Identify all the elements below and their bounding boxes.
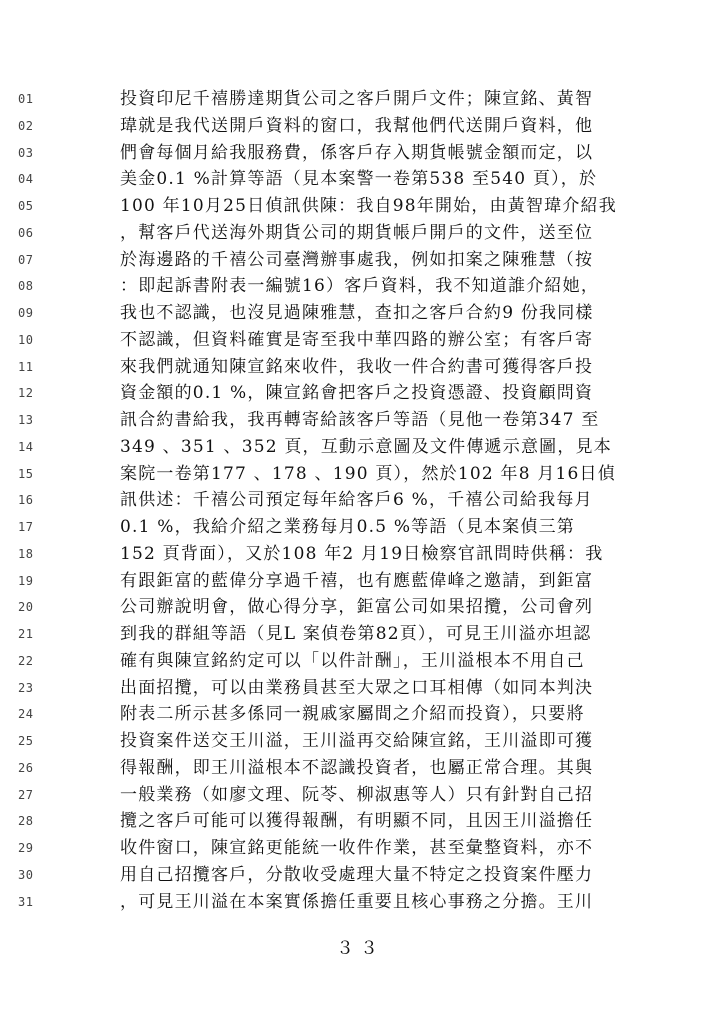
line-text: 152 頁背面），又於108 年2 月19日檢察官訊問時供稱：我 (120, 543, 604, 564)
line-text: 收件窗口，陳宣銘更能統一收件作業，甚至彙整資料，亦不 (120, 838, 594, 858)
line-number: 30 (18, 867, 34, 882)
document-line (0, 407, 720, 434)
line-number: 06 (18, 225, 34, 240)
line-text: 投資印尼千禧勝達期貨公司之客戶開戶文件；陳宣銘、黃智 (120, 89, 594, 109)
document-line (0, 380, 720, 407)
document-line (0, 434, 720, 461)
line-number: 02 (18, 118, 34, 133)
line-text: 們會每個月給我服務費，係客戶存入期貨帳號金額而定，以 (120, 142, 594, 163)
line-number: 19 (18, 573, 34, 588)
line-number: 25 (18, 734, 34, 748)
line-text: 到我的群組等語（見L 案偵卷第82頁），可見王川溢亦坦認 (120, 624, 592, 644)
document-line (0, 193, 720, 220)
line-number: 03 (18, 145, 34, 160)
line-text: 349 、351 、352 頁，互動示意圖及文件傳遞示意圖，見本 (120, 436, 612, 457)
line-text: 訊供述：千禧公司預定每年給客戶6 %，千禧公司給我每月 (120, 490, 593, 511)
line-text: 來我們就通知陳宣銘來收件，我收一件合約書可獲得客戶投 (120, 356, 594, 377)
line-text: 一般業務（如廖文理、阮苓、柳淑惠等人）只有針對自己招 (120, 784, 594, 805)
line-number: 05 (18, 199, 34, 213)
document-line (0, 140, 720, 167)
line-number: 20 (18, 600, 34, 615)
document-line (0, 862, 720, 889)
document-line (0, 835, 720, 862)
line-number: 28 (18, 814, 34, 829)
document-line (0, 327, 720, 354)
line-number: 04 (18, 172, 34, 187)
line-number: 18 (18, 546, 34, 561)
line-text: 瑋就是我代送開戶資料的窗口，我幫他們代送開戶資料，他 (120, 115, 594, 136)
document-line (0, 701, 720, 728)
document-line (0, 889, 720, 916)
line-text: 公司辦說明會，做心得分享，鉅富公司如果招攬，公司會列 (120, 597, 594, 618)
document-line (0, 273, 720, 300)
document-line (0, 621, 720, 648)
page-number: ３３ (336, 938, 384, 959)
line-number: 10 (18, 332, 34, 347)
document-line (0, 594, 720, 621)
line-text: 附表二所示甚多係同一親戚家屬間之介紹而投資），只要將 (120, 704, 585, 725)
document-line (0, 166, 720, 193)
document-line (0, 541, 720, 568)
document-line (0, 568, 720, 595)
document-line (0, 755, 720, 782)
document-line (0, 247, 720, 274)
document-line (0, 808, 720, 835)
line-text: 100 年10月25日偵訊供陳：我自98年開始，由黃智瑋介紹我 (120, 196, 617, 216)
line-text: 資金額的0.1 %，陳宣銘會把客戶之投資憑證、投資顧問資 (120, 383, 594, 404)
line-number: 23 (18, 680, 34, 695)
document-line (0, 514, 720, 541)
line-text: 投資案件送交王川溢，王川溢再交給陳宣銘，王川溢即可獲 (120, 731, 594, 751)
line-number: 21 (18, 627, 34, 641)
document-line (0, 728, 720, 755)
line-text: 不認識，但資料確實是寄至我中華四路的辦公室；有客戶寄 (120, 329, 594, 350)
line-number: 11 (18, 359, 34, 374)
document-line (0, 675, 720, 702)
line-number: 24 (18, 707, 34, 722)
line-number: 26 (18, 760, 34, 775)
line-text: 我也不認識，也沒見過陳雅慧，查扣之客戶合約9 份我同樣 (120, 303, 594, 323)
line-text: 用自己招攬客戶，分散收受處理大量不特定之投資案件壓力 (120, 864, 594, 885)
line-text: 美金0.1 %計算等語（見本案警一卷第538 至540 頁），於 (120, 169, 598, 190)
line-number: 07 (18, 252, 34, 267)
line-text: 得報酬，即王川溢根本不認識投資者，也屬正常合理。其與 (120, 757, 594, 778)
line-text: ：即起訴書附表一編號16）客戶資料，我不知道誰介紹她， (120, 276, 600, 297)
line-text: 攬之客戶可能可以獲得報酬，有明顯不同，且因王川溢擔任 (120, 811, 594, 832)
line-number: 22 (18, 653, 34, 668)
document-line (0, 86, 720, 113)
document-line (0, 782, 720, 809)
line-number: 29 (18, 841, 34, 855)
line-text: 於海邊路的千禧公司臺灣辦事處我，例如扣案之陳雅慧（按 (120, 249, 594, 270)
document-line (0, 487, 720, 514)
line-number: 31 (18, 894, 34, 909)
line-number: 13 (18, 413, 34, 427)
line-number: 17 (18, 520, 34, 534)
line-number: 01 (18, 92, 34, 106)
line-number: 16 (18, 493, 34, 508)
line-text: 有跟鉅富的藍偉分享過千禧，也有應藍偉峰之邀請，到鉅富 (120, 570, 594, 591)
line-text: 訊合約書給我，我再轉寄給該客戶等語（見他一卷第347 至 (120, 410, 600, 430)
line-text: ，幫客戶代送海外期貨公司的期貨帳戶開戶的文件，送至位 (120, 222, 594, 243)
document-line (0, 461, 720, 488)
line-number: 12 (18, 386, 34, 401)
document-line (0, 354, 720, 381)
document-line (0, 300, 720, 327)
line-text: 確有與陳宣銘約定可以「以件計酬」，王川溢根本不用自己 (120, 650, 585, 671)
line-number: 14 (18, 439, 34, 454)
line-text: 案院一卷第177 、178 、190 頁），然於102 年8 月16日偵 (120, 463, 616, 484)
document-line (0, 648, 720, 675)
line-text: 0.1 %，我給介紹之業務每月0.5 %等語（見本案偵三第 (120, 517, 575, 537)
line-text: ，可見王川溢在本案實係擔任重要且核心事務之分擔。王川 (120, 891, 594, 912)
line-number: 15 (18, 466, 34, 481)
line-number: 27 (18, 787, 34, 802)
document-line (0, 220, 720, 247)
line-text: 出面招攬，可以由業務員甚至大眾之口耳相傳（如同本判決 (120, 677, 594, 698)
line-number: 09 (18, 306, 34, 320)
line-number: 08 (18, 279, 34, 294)
document-line (0, 113, 720, 140)
